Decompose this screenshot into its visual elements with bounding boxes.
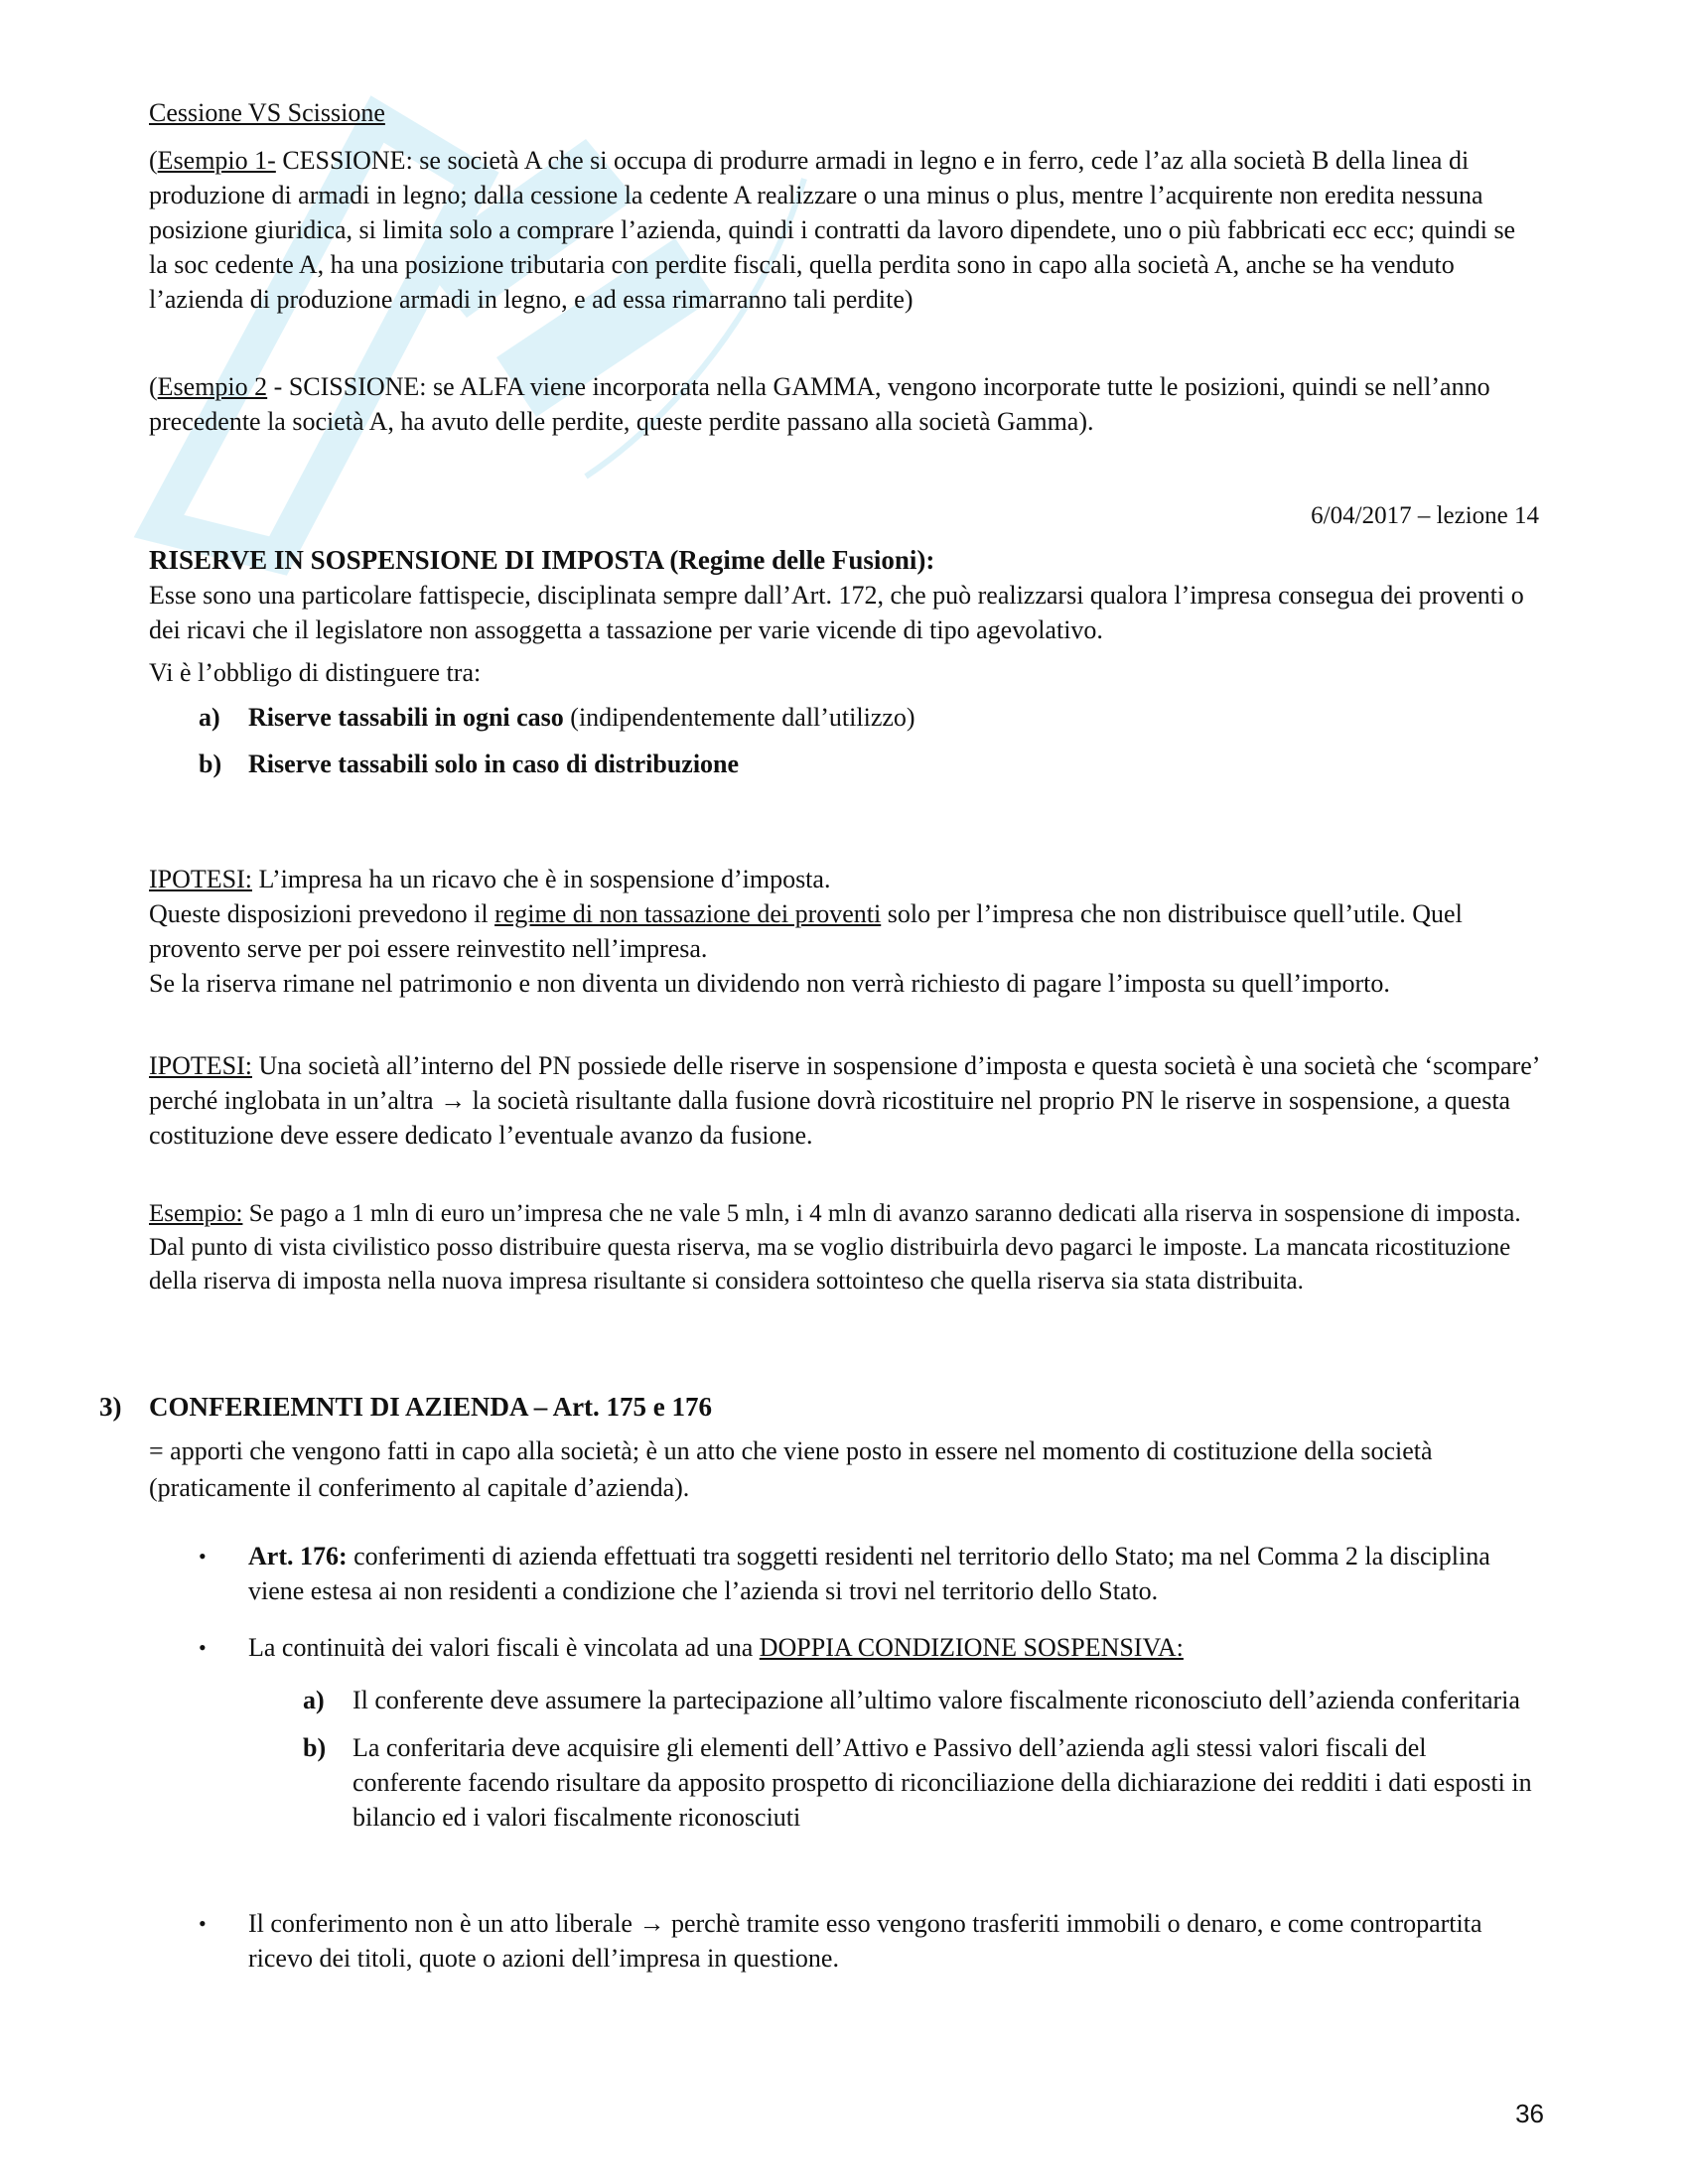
example-2-label: Esempio 2 bbox=[157, 372, 268, 401]
list-item-bold: Riserve tassabili in ogni caso bbox=[248, 703, 564, 732]
bullet-underlined: DOPPIA CONDIZIONE SOSPENSIVA: bbox=[759, 1633, 1184, 1662]
sub-list-item-text: Il conferente deve assumere la partecipazione all’ultimo valore fiscalmente riconosciuto dell’azienda conferitaria bbox=[352, 1686, 1520, 1714]
sub-list-item-label: b) bbox=[303, 1733, 327, 1762]
riserve-heading: RISERVE IN SOSPENSIONE DI IMPOSTA (Regime delle Fusioni): bbox=[149, 545, 935, 575]
bullet-icon: • bbox=[199, 1544, 207, 1569]
sub-list bbox=[149, 1683, 1539, 1835]
ipotesi-2-text: Una società all’interno del PN possiede delle riserve in sospensione d’imposta e questa società è una società che ‘scompare’ perché inglobata in un’altra → la società risultante dalla fusione dovrà ricostituire nel proprio PN le riserve in sospensione, a questa costituzione deve essere dedicato l’eventuale avanzo da fusione. bbox=[149, 1051, 1539, 1150]
riserve-intro: Esse sono una particolare fattispecie, disciplinata sempre dall’Art. 172, che può realizzarsi qualora l’impresa consegua dei proventi o dei ricavi che il legislatore non assoggetta a tassazione per varie vicende di tipo agevolativo. bbox=[149, 581, 1524, 644]
bullet-list-2 bbox=[149, 1906, 1539, 1976]
ipotesi-post: solo per l’impresa che non distribuisce quell’utile. Quel provento serve per poi essere reinvestito nell’impresa. bbox=[149, 899, 1463, 963]
ipotesi-line1: L’impresa ha un ricavo che è in sospensione d’imposta. bbox=[252, 865, 831, 893]
list-item-label: a) bbox=[199, 703, 220, 732]
example-1-paragraph bbox=[149, 143, 1539, 317]
esempio-text: Se pago a 1 mln di euro un’impresa che ne vale 5 mln, i 4 mln di avanzo saranno dedicati alla riserva in sospensione di imposta. Dal punto di vista civilistico posso distribuire questa riserva, ma se voglio distribuirla devo pagarci le imposte. La mancata ricostituzione della riserva di imposta nella nuova impresa risultante si considera sottointeso che quella riserva sia stata distribuita. bbox=[149, 1200, 1521, 1295]
bullet-list bbox=[149, 1539, 1539, 1665]
list-item-bold: Riserve tassabili solo in caso di distribuzione bbox=[248, 750, 740, 778]
example-1-text: CESSIONE: se società A che si occupa di produrre armadi in legno e in ferro, cede l’az alla società B della linea di produzione di armadi in legno; dalla cessione la cedente A realizzare o una minus o plus, mentre l’acquirente non eredita nessuna posizione giuridica, si limita solo a comprare l’azienda, quindi i contratti da lavoro dipendete, uno o più fabbricati ecc ecc; quindi se la soc cedente A, ha una posizione tributaria con perdite fiscali, quella perdita sono in capo alla società A, anche se ha venduto l’azienda di produzione armadi in legno, e ad essa rimarranno tali perdite) bbox=[149, 146, 1516, 314]
list-item-rest: (indipendentemente dall’utilizzo) bbox=[563, 703, 915, 732]
list-item-label: b) bbox=[199, 750, 222, 778]
section-3-heading: CONFERIEMNTI DI AZIENDA – Art. 175 e 176 bbox=[149, 1392, 713, 1422]
bullet-text: Il conferimento non è un atto liberale → perchè tramite esso vengono trasferiti immobili o denaro, e come contropartita ricevo dei titoli, quote o azioni dell’impresa in questione. bbox=[248, 1909, 1482, 1973]
list-item bbox=[149, 700, 1539, 735]
example-1-label: Esempio 1- bbox=[157, 146, 276, 175]
bullet-icon: • bbox=[199, 1635, 207, 1660]
riserve-obbligo: Vi è l’obbligo di distinguere tra: bbox=[149, 658, 482, 687]
ipotesi-pre: Queste disposizioni prevedono il bbox=[149, 899, 495, 928]
example-2-text: - SCISSIONE: se ALFA viene incorporata nella GAMMA, vengono incorporate tutte le posizioni, quindi se nell’anno precedente la società A, ha avuto delle perdite, queste perdite passano alla società Gamma). bbox=[149, 372, 1490, 436]
sub-list-item bbox=[149, 1730, 1539, 1835]
paren-open: ( bbox=[149, 146, 158, 175]
sub-list-item bbox=[149, 1683, 1539, 1717]
ipotesi-label: IPOTESI: bbox=[149, 865, 252, 893]
bullet-bold: Art. 176: bbox=[248, 1542, 348, 1570]
section-number: 3) bbox=[99, 1392, 122, 1422]
section-3-intro: = apporti che vengono fatti in capo alla società; è un atto che viene posto in essere nel momento di costituzione della società (praticamente il conferimento al capitale d’azienda). bbox=[149, 1436, 1433, 1502]
paren-open: ( bbox=[149, 372, 158, 401]
watermark-logo-icon bbox=[119, 60, 834, 576]
list-item bbox=[149, 747, 1539, 781]
ipotesi-1-block bbox=[149, 862, 1539, 1001]
riserve-section bbox=[149, 543, 1539, 781]
section-title: Cessione VS Scissione bbox=[149, 98, 385, 127]
esempio-block bbox=[149, 1197, 1539, 1298]
ipotesi-2-block bbox=[149, 1048, 1539, 1153]
example-2-paragraph bbox=[149, 369, 1539, 439]
ipotesi-underlined: regime di non tassazione dei proventi bbox=[494, 899, 882, 928]
bullet-text: La continuità dei valori fiscali è vincolata ad una bbox=[248, 1633, 760, 1662]
bullet-text: conferimenti di azienda effettuati tra soggetti residenti nel territorio dello Stato; ma nel Comma 2 la disciplina viene estesa ai non residenti a condizione che l’azienda si trovi nel territorio dello Stato. bbox=[248, 1542, 1490, 1605]
sub-list-item-text: La conferitaria deve acquisire gli elementi dell’Attivo e Passivo dell’azienda agli stessi valori fiscali del conferente facendo risultare da apposito prospetto di riconciliazione della dichiarazione dei redditi i dati esposti in bilancio ed i valori fiscalmente riconosciuti bbox=[352, 1733, 1532, 1832]
ipotesi-line3: Se la riserva rimane nel patrimonio e non diventa un dividendo non verrà richiesto di pagare l’imposta su quell’importo. bbox=[149, 969, 1390, 998]
bullet-icon: • bbox=[199, 1911, 207, 1936]
section-3-heading-block bbox=[149, 1390, 1539, 1506]
lesson-date: 6/04/2017 – lezione 14 bbox=[1311, 502, 1539, 529]
ipotesi-label: IPOTESI: bbox=[149, 1051, 252, 1080]
page-number: 36 bbox=[1515, 2099, 1544, 2128]
list-item bbox=[149, 1539, 1539, 1608]
esempio-label: Esempio: bbox=[149, 1200, 243, 1227]
section-title-block bbox=[149, 95, 1539, 130]
list-item bbox=[149, 1906, 1539, 1976]
sub-list-item-label: a) bbox=[303, 1686, 325, 1714]
list-item bbox=[149, 1630, 1539, 1665]
